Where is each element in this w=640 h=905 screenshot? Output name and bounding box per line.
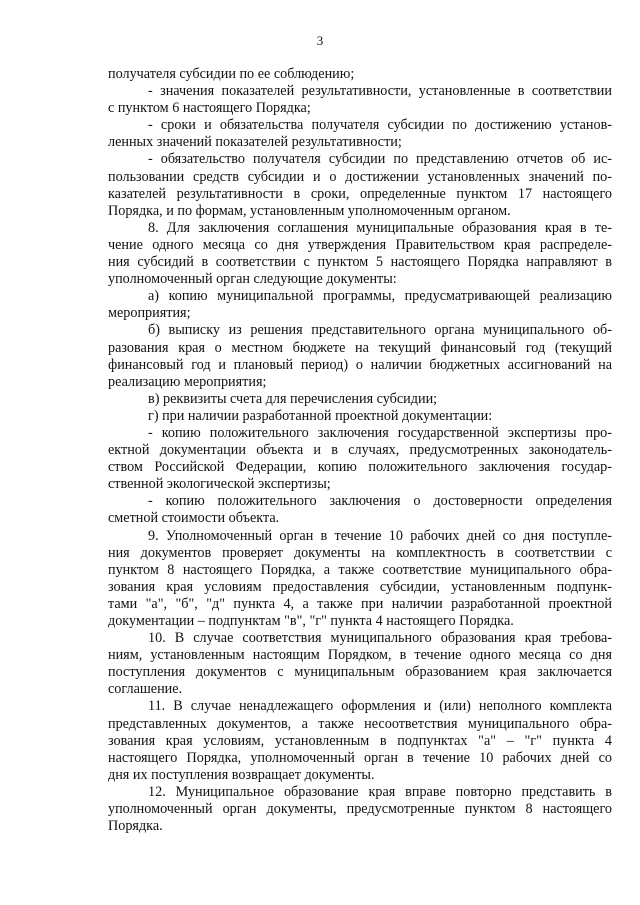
- text-line: 10. В случае соответствия муниципального образования края требова-: [148, 630, 612, 647]
- text-line: зования края условиям, установленным в подпунктах "а" – "г" пункта 4: [108, 732, 612, 749]
- text-line: ством Российской Федерации, копию положительного заключения государ-: [108, 459, 612, 476]
- text-line: - сроки и обязательства получателя субсидии по достижению установ-: [148, 117, 612, 134]
- text-line: 11. В случае ненадлежащего оформления и (или) неполного комплекта: [148, 698, 612, 715]
- text-line: г) при наличии разработанной проектной документации:: [148, 407, 493, 424]
- text-line: 8. Для заключения соглашения муниципальные образования края в те-: [148, 219, 612, 236]
- text-line: 12. Муниципальное образование края вправе повторно представить в: [148, 783, 612, 800]
- text-line: - копию положительного заключения о достоверности определения: [148, 493, 612, 510]
- text-line: - копию положительного заключения государственной экспертизы про-: [148, 424, 612, 441]
- text-line: ектной документации объекта и в случаях, предусмотренных законодатель-: [108, 442, 612, 459]
- text-line: зования края условиям предоставления субсидии, установленным подпунк-: [108, 578, 612, 595]
- text-line: тами "а", "б", "д" пункта 4, а также при наличии разработанной проектной: [108, 595, 612, 612]
- text-line: чение одного месяца со дня утверждения Правительством края распределе-: [108, 236, 612, 253]
- text-line: казателей результативности в сроки, определенные пунктом 17 настоящего: [108, 185, 612, 202]
- text-line: ственной экологической экспертизы;: [108, 476, 331, 493]
- text-line: реализацию мероприятия;: [108, 373, 267, 390]
- text-line: с пунктом 6 настоящего Порядка;: [108, 100, 311, 117]
- text-line: уполномоченный орган документы, предусмотренные пунктом 8 настоящего: [108, 801, 612, 818]
- text-line: представленных документов, а также несоответствия муниципального обра-: [108, 715, 612, 732]
- text-line: получателя субсидии по ее соблюдению;: [108, 66, 355, 82]
- text-line: а) копию муниципальной программы, предусматривающей реализацию: [148, 288, 612, 305]
- text-line: Порядка, и по формам, установленным уполномоченным органом.: [108, 202, 511, 219]
- text-line: - значения показателей результативности, установленные в соответствии: [148, 83, 612, 100]
- text-line: сметной стоимости объекта.: [108, 510, 280, 527]
- text-line: - обязательство получателя субсидии по представлению отчетов об ис-: [148, 151, 612, 168]
- text-line: дня их поступления возвращает документы.: [108, 766, 375, 783]
- text-line: ния субсидий в соответствии с пунктом 5 настоящего Порядка направляют в: [108, 254, 612, 271]
- text-line: ниям, установленным настоящим Порядком, в течение одного месяца со дня: [108, 647, 612, 664]
- text-line: соглашение.: [108, 681, 183, 698]
- text-line: мероприятия;: [108, 305, 191, 322]
- text-line: ленных значений показателей результативности;: [108, 134, 402, 151]
- text-line: настоящего Порядка, уполномоченный орган в течение 10 рабочих дней со: [108, 749, 612, 766]
- text-line: уполномоченный орган следующие документы:: [108, 271, 397, 288]
- text-line: в) реквизиты счета для перечисления субсидии;: [148, 390, 438, 407]
- text-line: пунктом 8 настоящего Порядка, а также соответствие муниципального обра-: [108, 561, 612, 578]
- text-line: финансовый год и плановый период) о наличии бюджетных ассигнований на: [108, 356, 612, 373]
- text-line: пользовании средств субсидии и о достижении установленных значений по-: [108, 168, 612, 185]
- text-line: 9. Уполномоченный орган в течение 10 рабочих дней со дня поступле-: [148, 527, 612, 544]
- page-number: 3: [316, 33, 324, 48]
- text-line: ния документов проверяет документы на комплектность в соответствии с: [108, 544, 612, 561]
- text-line: документации – подпунктам "в", "г" пункта 4 настоящего Порядка.: [108, 613, 514, 629]
- text-line: разования края о местном бюджете на текущий финансовый год (текущий: [108, 339, 612, 356]
- text-line: поступления документов с муниципальным образованием края заключается: [108, 664, 612, 681]
- text-line: Порядка.: [108, 818, 163, 835]
- text-line: б) выписку из решения представительного органа муниципального об-: [148, 322, 612, 339]
- document-body: [108, 66, 612, 835]
